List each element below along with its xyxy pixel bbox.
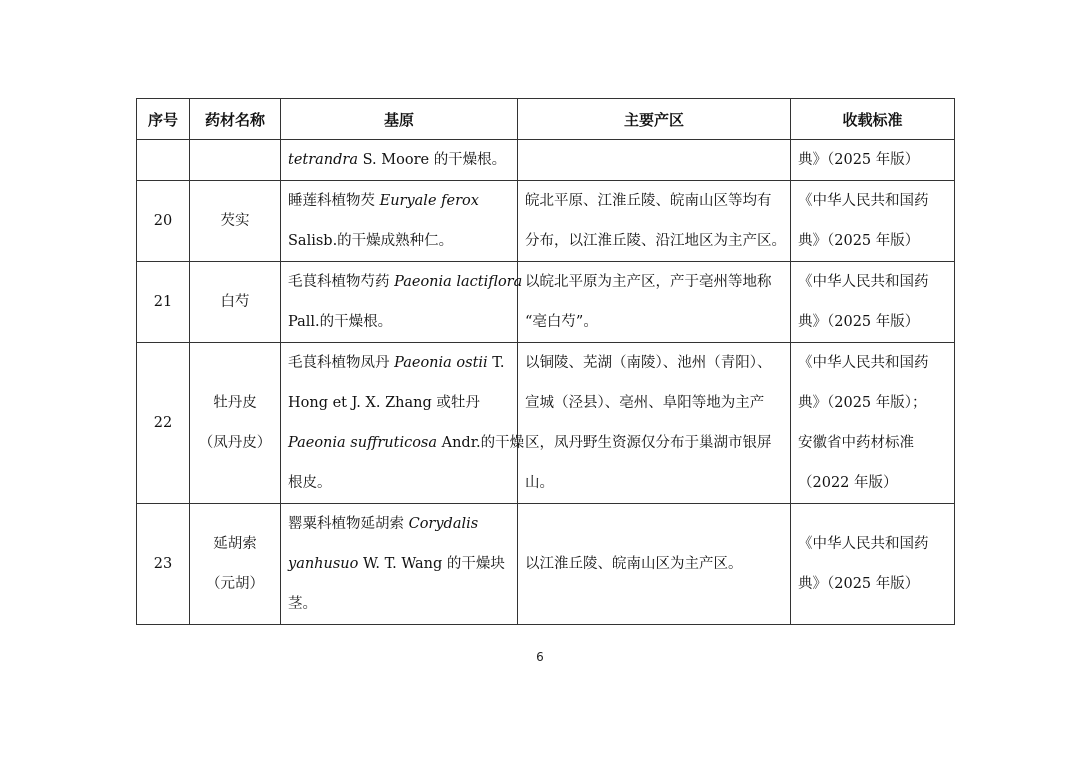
table-row xyxy=(137,181,955,262)
herb-name-line: 白芍 xyxy=(220,294,250,310)
cell-herb-name xyxy=(190,262,281,343)
standard-line: 典》（2025 年版） xyxy=(798,576,920,592)
cell-region xyxy=(518,140,791,181)
source-line xyxy=(288,262,523,302)
region-line: 山。 xyxy=(525,475,554,491)
row-number: 21 xyxy=(153,294,173,310)
source-text: 毛茛科植物芍药 xyxy=(288,274,395,290)
latin-name: yanhusuo xyxy=(288,556,359,572)
source-line xyxy=(288,383,513,423)
latin-name: Paeonia suffruticosa xyxy=(288,435,438,451)
standard-line: 《中华人民共和国药 xyxy=(798,193,929,209)
cell-no xyxy=(137,343,190,504)
source-line xyxy=(288,302,513,342)
table-row xyxy=(137,343,955,504)
source-text: 茎。 xyxy=(288,596,317,612)
cell-source xyxy=(281,181,518,262)
cell-standard xyxy=(791,262,955,343)
standard-line: 《中华人民共和国药 xyxy=(798,536,929,552)
standard-line: 典》（2025 年版） xyxy=(798,233,920,249)
latin-name: Euryale ferox xyxy=(379,193,479,209)
source-text: W. T. Wang 的干燥块 xyxy=(358,556,505,572)
source-text: Salisb.的干燥成熟种仁。 xyxy=(288,233,454,249)
cell-region xyxy=(518,343,791,504)
source-line xyxy=(288,221,513,261)
region-line: 以铜陵、芜湖（南陵）、池州（青阳）、 xyxy=(525,355,772,371)
source-line xyxy=(288,463,513,503)
latin-name: Paeonia ostii xyxy=(394,355,488,371)
region-line: 皖北平原、江淮丘陵、皖南山区等均有 xyxy=(525,193,772,209)
source-text: Hong et J. X. Zhang 或牡丹 xyxy=(288,395,480,411)
page-number: 6 xyxy=(536,650,544,664)
source-line xyxy=(288,544,513,584)
source-text: T. xyxy=(487,355,505,371)
latin-name: tetrandra xyxy=(288,152,359,168)
herb-name-line: 芡实 xyxy=(220,213,250,229)
table-body xyxy=(137,140,955,625)
standard-line: 典》（2025 年版） xyxy=(798,152,920,168)
region-line: “亳白芍”。 xyxy=(525,314,598,330)
cell-standard xyxy=(791,140,955,181)
source-text: 毛茛科植物凤丹 xyxy=(288,355,395,371)
standard-line: 典》（2025 年版）； xyxy=(798,395,927,411)
latin-name: Corydalis xyxy=(408,516,479,532)
cell-herb-name xyxy=(190,140,281,181)
herb-name-line: （凤丹皮） xyxy=(198,435,272,451)
table-row xyxy=(137,504,955,625)
source-line xyxy=(288,584,513,624)
standard-line: 典》（2025 年版） xyxy=(798,314,920,330)
cell-standard xyxy=(791,181,955,262)
region-line: 以江淮丘陵、皖南山区为主产区。 xyxy=(525,556,743,572)
row-number: 23 xyxy=(153,556,173,572)
cell-no xyxy=(137,140,190,181)
cell-source xyxy=(281,343,525,504)
standard-line: 安徽省中药材标准 xyxy=(798,435,914,451)
source-text: 罂粟科植物延胡索 xyxy=(288,516,409,532)
source-line xyxy=(288,140,513,180)
cell-herb-name xyxy=(190,343,281,504)
cell-region xyxy=(518,504,791,625)
cell-source xyxy=(281,504,518,625)
cell-source xyxy=(281,140,518,181)
cell-standard xyxy=(791,504,955,625)
header-standard: 收载标准 xyxy=(791,99,955,140)
cell-source xyxy=(281,262,523,343)
table-row xyxy=(137,262,955,343)
source-text: Pall.的干燥根。 xyxy=(288,314,393,330)
cell-no xyxy=(137,262,190,343)
herb-name-line: 延胡索 xyxy=(213,536,257,552)
table-header-row xyxy=(137,99,955,140)
header-region: 主要产区 xyxy=(518,99,791,140)
region-line: 区，凤丹野生资源仅分布于巢湖市银屏 xyxy=(525,435,772,451)
standard-line: 《中华人民共和国药 xyxy=(798,274,929,290)
table-row xyxy=(137,140,955,181)
standard-line: 《中华人民共和国药 xyxy=(798,355,929,371)
herb-name-line: 牡丹皮 xyxy=(213,395,257,411)
herb-name-line: （元胡） xyxy=(206,576,264,592)
cell-no xyxy=(137,504,190,625)
source-line xyxy=(288,423,525,463)
source-text: Andr.的干燥 xyxy=(437,435,525,451)
source-line xyxy=(288,343,513,383)
source-text: 根皮。 xyxy=(288,475,332,491)
source-text: 睡莲科植物芡 xyxy=(288,193,380,209)
cell-herb-name xyxy=(190,181,281,262)
header-source: 基原 xyxy=(281,99,518,140)
region-line: 分布，以江淮丘陵、沿江地区为主产区。 xyxy=(525,233,786,249)
herb-table xyxy=(136,98,955,625)
cell-region xyxy=(518,262,791,343)
cell-herb-name xyxy=(190,504,281,625)
region-line: 宣城（泾县）、亳州、阜阳等地为主产 xyxy=(525,395,765,411)
cell-no xyxy=(137,181,190,262)
source-text: S. Moore 的干燥根。 xyxy=(358,152,507,168)
source-line xyxy=(288,504,513,544)
row-number: 22 xyxy=(153,415,173,431)
header-name: 药材名称 xyxy=(190,99,281,140)
cell-standard xyxy=(791,343,955,504)
row-number: 20 xyxy=(153,213,173,229)
header-no: 序号 xyxy=(137,99,190,140)
latin-name: Paeonia lactiflora xyxy=(394,274,523,290)
standard-line: （2022 年版） xyxy=(798,475,898,491)
region-line: 以皖北平原为主产区，产于亳州等地称 xyxy=(525,274,772,290)
cell-region xyxy=(518,181,791,262)
source-line xyxy=(288,181,513,221)
